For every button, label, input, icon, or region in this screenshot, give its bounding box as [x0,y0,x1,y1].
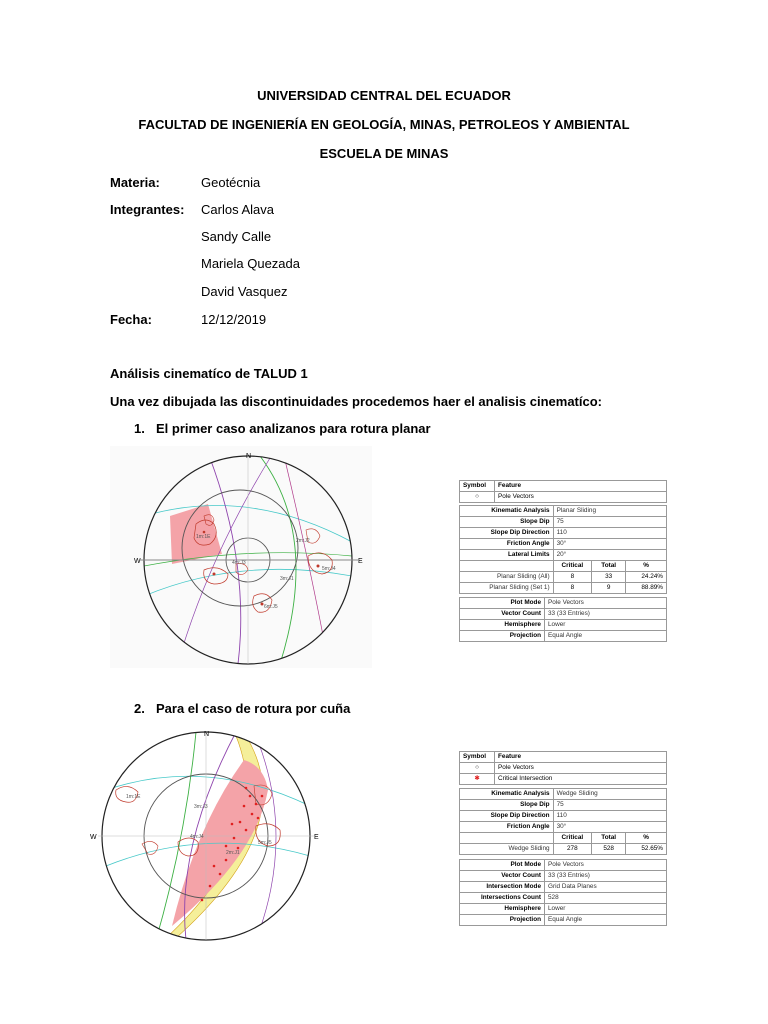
west-label: W [90,834,97,841]
set-label: 6m:J5 [264,604,278,610]
legend-feature: Pole Vectors [495,492,667,503]
north-label: N [204,731,210,738]
legend-table-2 [459,751,667,785]
asterisk-icon: ✱ [460,774,495,785]
set-label: 4m:J4 [190,834,204,840]
item-2-number: 2. [134,701,145,716]
integrante-1: Carlos Alava [201,202,274,217]
symbol-header: Symbol [460,752,495,763]
plot-table-1: Plot Mode Pole Vectors Vector Count 33 (33 Entries) Hemisphere Lower Projection Equal Angle [459,597,667,642]
integrantes-label: Integrantes: [110,202,185,217]
faculty-title: FACULTAD DE INGENIERÍA EN GEOLOGÍA, MINAS, PETROLEOS Y AMBIENTAL [138,117,630,132]
set-label: 5m:J4 [322,566,336,572]
set-label: 3m:J3 [194,804,208,810]
feature-header: Feature [495,481,667,492]
school-title: ESCUELA DE MINAS [319,146,449,161]
legend-table-1 [459,480,667,503]
materia-label: Materia: [110,175,160,190]
table-row: Planar Sliding (Set 1) 8 9 88.89% [460,583,667,594]
stereonet-planar [110,446,372,668]
set-label: 1m:1E [126,794,141,800]
item-1-number: 1. [134,421,145,436]
north-label: N [246,453,252,460]
fecha-value: 12/12/2019 [201,312,267,327]
plot-table-2: Plot Mode Pole Vectors Vector Count 33 (33 Entries) Intersection Mode Grid Data Planes Intersections Count 528 Hemisphere Lower Projection Equal Angle [459,859,667,926]
params-table-2: Kinematic Analysis Wedge Sliding Slope Dip 75 Slope Dip Direction 110 Friction Angle 30° Critical Total % Wedge Sliding 278 528 52.65% [459,788,667,855]
feature-header: Feature [495,752,667,763]
section-title: Análisis cinematíco de TALUD 1 [110,366,308,381]
university-title: UNIVERSIDAD CENTRAL DEL ECUADOR [257,88,511,103]
legend-feature: Pole Vectors [495,763,667,774]
integrante-3: Mariela Quezada [201,256,300,271]
integrante-4: David Vasquez [201,284,288,299]
params-table-1: Kinematic Analysis Planar Sliding Slope Dip 75 Slope Dip Direction 110 Friction Angle 30° Lateral Limits 20° Critical Total % Planar Sliding (All) 8 33 24.24% Planar Sliding (Set 1) 8 9 88.89% [459,505,667,594]
set-label: 1m:1E [196,534,211,540]
integrante-2: Sandy Calle [201,229,272,244]
set-label: 2m:J1 [226,850,240,856]
table-row: Planar Sliding (All) 8 33 24.24% [460,572,667,583]
set-label: 3m:J1 [280,576,294,582]
circle-icon: ○ [460,492,495,503]
east-label: E [314,834,319,841]
set-label: 2m:J2 [296,538,310,544]
west-label: W [134,558,141,565]
east-label: E [358,558,363,565]
item-2-text: Para el caso de rotura por cuña [156,701,351,716]
intro-paragraph: Una vez dibujada las discontinuidades procedemos haer el analisis cinematíco: [110,394,602,409]
plot-background [110,446,372,668]
table-row: Wedge Sliding 278 528 52.65% [460,844,667,855]
fecha-label: Fecha: [110,312,152,327]
item-1-text: El primer caso analizanos para rotura planar [156,421,431,436]
set-label: 5m:J5 [258,840,272,846]
materia-value: Geotécnia [201,175,261,190]
set-label: 4m:J3 [232,560,246,566]
circle-icon: ○ [460,763,495,774]
legend-feature: Critical Intersection [495,774,667,785]
symbol-header: Symbol [460,481,495,492]
stereonet-wedge [86,726,332,948]
